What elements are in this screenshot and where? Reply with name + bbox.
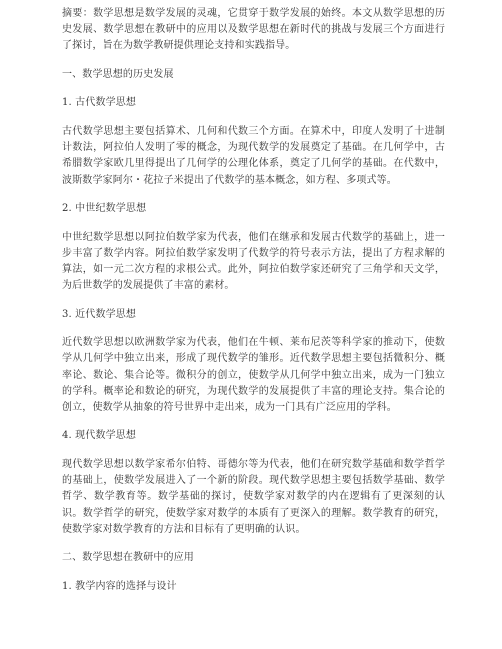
abstract-paragraph: 摘要：数学思想是数学发展的灵魂，它贯穿于数学发展的始终。本文从数学思想的历史发展、数学思想在教研中的应用以及数学思想在新时代的挑战与发展三个方面进行了探讨，旨在为数学教研提供理论支持和实践指导。 — [62, 8, 445, 52]
paragraph-early-modern: 近代数学思想以欧洲数学家为代表，他们在牛顿、莱布尼茨等科学家的推动下，使数学从几何学中独立出来，形成了现代数学的雏形。近代数学思想主要包括微积分、概率论、数论、集合论等。微积分的创立，使数学从几何学中独立出来，成为一门独立的学科。概率论和数论的研究，为现代数学的发展提供了丰富的理论支持。集合论的创立，使数学从抽象的符号世界中走出来，成为一门具有广泛应用的学科。 — [62, 337, 445, 413]
subheading-medieval: 2. 中世纪数学思想 — [62, 202, 147, 214]
subheading-early-modern: 3. 近代数学思想 — [62, 308, 137, 320]
paragraph-medieval: 中世纪数学思想以阿拉伯数学家为代表，他们在继承和发展古代数学的基础上，进一步丰富了数学内容。阿拉伯数学家发明了代数学的符号表示方法，提出了方程求解的算法，如一元二次方程的求根公式。此外，阿拉伯数学家还研究了三角学和天文学，为后世数学的发展提供了丰富的素材。 — [62, 231, 445, 292]
subheading-ancient: 1. 古代数学思想 — [62, 97, 137, 109]
subheading-modern: 4. 现代数学思想 — [62, 430, 137, 442]
section-heading-history: 一、数学思想的历史发展 — [62, 68, 174, 80]
paragraph-modern: 现代数学思想以数学家希尔伯特、哥德尔等为代表，他们在研究数学基础和数学哲学的基础上，使数学发展进入了一个新的阶段。现代数学思想主要包括数学基础、数学哲学、数学教育等。数学基础的探讨，使数学家对数学的内在逻辑有了更深刻的认识。数学哲学的研究，使数学家对数学的本质有了更深入的理解。数学教育的研究，使数学家对数学教育的方法和目标有了更明确的认识。 — [62, 458, 445, 535]
paragraph-ancient: 古代数学思想主要包括算术、几何和代数三个方面。在算术中，印度人发明了十进制计数法，阿拉伯人发明了零的概念，为现代数学的发展奠定了基础。在几何学中，古希腊数学家欧几里得提出了几何学的公理化体系，奠定了几何学的基础。在代数中，波斯数学家阿尔・花拉子米提出了代数学的基本概念，如方程、多项式等。 — [62, 125, 445, 186]
subheading-content-design: 1. 教学内容的选择与设计 — [62, 580, 177, 592]
document-page — [62, 6, 445, 607]
section-heading-application: 二、数学思想在教研中的应用 — [62, 552, 194, 564]
